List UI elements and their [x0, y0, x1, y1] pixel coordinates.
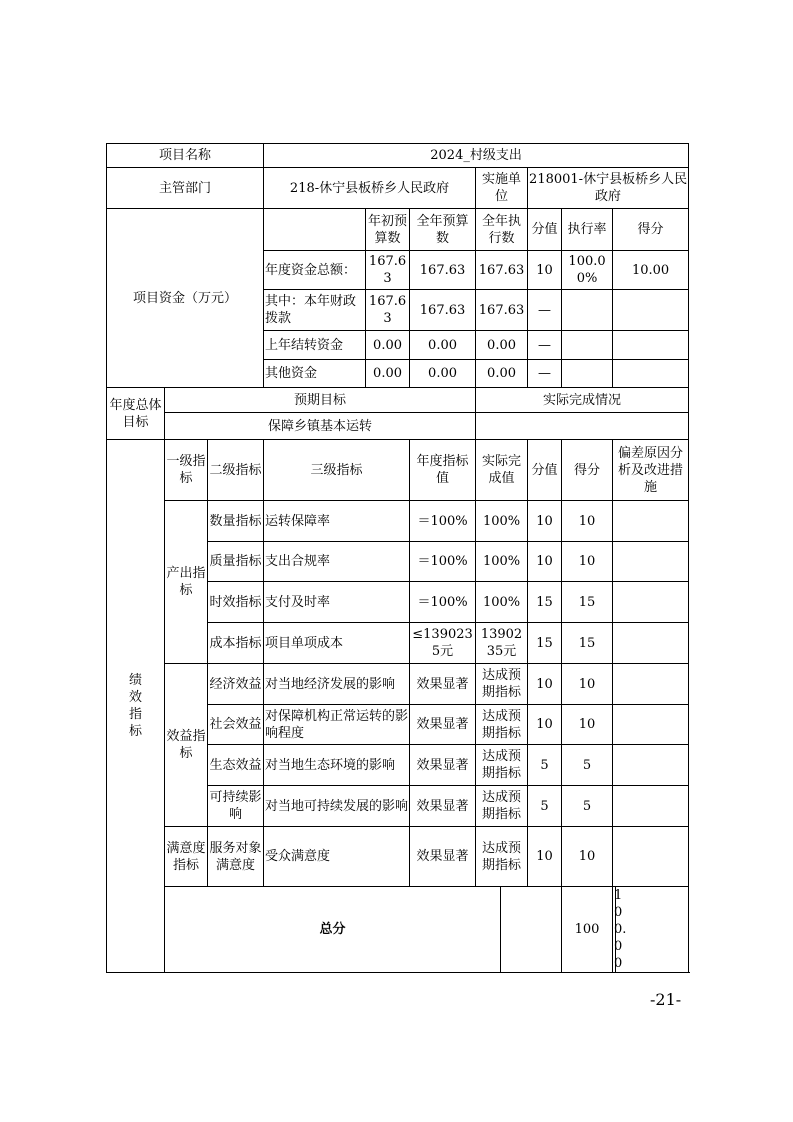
funds-row-label: 其中：本年财政拨款: [264, 290, 366, 331]
col-full-budget: 全年预算数: [410, 209, 476, 251]
indicator-actual: 100%: [476, 501, 528, 542]
actual-completion-label: 实际完成情况: [476, 388, 689, 413]
indicator-score: 15: [562, 582, 613, 623]
indicator-note: [613, 705, 689, 745]
funds-full: 0.00: [410, 331, 476, 360]
indicator-actual: 1390235元: [476, 623, 528, 664]
indicator-note: [613, 582, 689, 623]
indicator-target: ＝100%: [410, 542, 476, 582]
indicator-row: [107, 827, 689, 887]
indicator-l2: 可持续影响: [208, 786, 264, 827]
row-funds-header: [107, 209, 689, 251]
funds-full: 167.63: [410, 251, 476, 290]
indicator-note: [613, 623, 689, 664]
row-total: [107, 887, 689, 973]
funds-score: [613, 360, 689, 388]
funds-exec: 0.00: [476, 360, 528, 388]
funds-rate: 100.00%: [562, 251, 613, 290]
indicator-value: 10: [528, 501, 562, 542]
indicator-target: ＝100%: [410, 582, 476, 623]
indicator-l3: 对当地经济发展的影响: [264, 664, 410, 705]
col-score: 得分: [613, 209, 689, 251]
col-exec-rate: 执行率: [562, 209, 613, 251]
indicator-target: ≤1390235元: [410, 623, 476, 664]
indicator-score: 5: [562, 745, 613, 786]
row-department: [107, 168, 689, 209]
project-name-label: 项目名称: [107, 144, 264, 168]
group-output: 产出指标: [165, 501, 208, 664]
indicator-l3: 项目单项成本: [264, 623, 410, 664]
score-header: 得分: [562, 440, 613, 501]
funds-value: —: [528, 331, 562, 360]
funds-score: [613, 331, 689, 360]
indicator-actual: 100%: [476, 582, 528, 623]
funds-initial: 0.00: [366, 360, 410, 388]
funds-row-label: 上年结转资金: [264, 331, 366, 360]
level1-header: 一级指标: [165, 440, 208, 501]
col-initial-budget: 年初预算数: [366, 209, 410, 251]
funds-full: 0.00: [410, 360, 476, 388]
dept-value: 218-休宁县板桥乡人民政府: [264, 168, 476, 209]
dept-label: 主管部门: [107, 168, 264, 209]
indicator-value: 10: [528, 542, 562, 582]
indicator-score: 15: [562, 623, 613, 664]
indicator-target: 效果显著: [410, 705, 476, 745]
indicator-actual: 达成预期指标: [476, 705, 528, 745]
project-name-value: 2024_村级支出: [264, 144, 689, 168]
indicator-note: [613, 501, 689, 542]
indicator-l3: 受众满意度: [264, 827, 410, 887]
indicator-l2: 生态效益: [208, 745, 264, 786]
indicator-l3: 对当地生态环境的影响: [264, 745, 410, 786]
level2-header: 二级指标: [208, 440, 264, 501]
indicator-l3: 对保障机构正常运转的影响程度: [264, 705, 410, 745]
total-note: [616, 887, 689, 973]
row-goal-header: [107, 388, 689, 413]
funds-rate: [562, 290, 613, 331]
funds-header-blank: [264, 209, 366, 251]
indicator-target: 效果显著: [410, 664, 476, 705]
funds-rate: [562, 360, 613, 388]
indicator-l3: 运转保障率: [264, 501, 410, 542]
indicator-actual: 达成预期指标: [476, 786, 528, 827]
indicator-score: 5: [562, 786, 613, 827]
row-indicator-header: [107, 440, 689, 501]
funds-initial: 167.63: [366, 290, 410, 331]
indicator-row: [107, 501, 689, 542]
indicator-score: 10: [562, 542, 613, 582]
indicator-l3: 支付及时率: [264, 582, 410, 623]
performance-table: [106, 143, 689, 973]
funds-exec: 0.00: [476, 331, 528, 360]
indicator-note: [613, 827, 689, 887]
indicator-target: ＝100%: [410, 501, 476, 542]
group-benefit: 效益指标: [165, 664, 208, 827]
indicator-note: [613, 664, 689, 705]
indicator-value: 5: [528, 786, 562, 827]
score-value-header: 分值: [528, 440, 562, 501]
indicator-actual: 达成预期指标: [476, 745, 528, 786]
total-score: 100.00: [614, 888, 627, 971]
level3-header: 三级指标: [264, 440, 410, 501]
funds-value: —: [528, 290, 562, 331]
indicator-actual: 达成预期指标: [476, 664, 528, 705]
indicator-note: [613, 745, 689, 786]
funds-score: [613, 290, 689, 331]
page-number: -21-: [650, 990, 682, 1009]
funds-score: 10.00: [613, 251, 689, 290]
indicator-value: 15: [528, 582, 562, 623]
indicator-note: [613, 786, 689, 827]
indicator-target: 效果显著: [410, 745, 476, 786]
indicator-value: 10: [528, 664, 562, 705]
funds-value: —: [528, 360, 562, 388]
total-label: 总分: [165, 887, 501, 973]
indicator-l2: 服务对象满意度: [208, 827, 264, 887]
impl-unit-value: 218001-休宁县板桥乡人民政府: [528, 168, 689, 209]
indicator-score: 10: [562, 501, 613, 542]
funds-value: 10: [528, 251, 562, 290]
indicator-value: 10: [528, 705, 562, 745]
funds-label: 项目资金（万元）: [107, 209, 264, 388]
funds-full: 167.63: [410, 290, 476, 331]
indicator-note: [613, 542, 689, 582]
indicator-target: 效果显著: [410, 786, 476, 827]
funds-initial: 0.00: [366, 331, 410, 360]
indicator-actual: 100%: [476, 542, 528, 582]
col-score-value: 分值: [528, 209, 562, 251]
funds-initial: 167.63: [366, 251, 410, 290]
row-goal-values: [107, 413, 689, 440]
indicator-value: 15: [528, 623, 562, 664]
funds-row-label: 其他资金: [264, 360, 366, 388]
indicator-l2: 社会效益: [208, 705, 264, 745]
indicator-l3: 对当地可持续发展的影响: [264, 786, 410, 827]
row-project-name: [107, 144, 689, 168]
total-value: 100: [562, 887, 613, 973]
indicator-score: 10: [562, 827, 613, 887]
indicator-value: 5: [528, 745, 562, 786]
funds-rate: [562, 331, 613, 360]
funds-exec: 167.63: [476, 290, 528, 331]
indicator-row: [107, 664, 689, 705]
expected-goal-value: 保障乡镇基本运转: [165, 413, 476, 440]
indicator-l2: 成本指标: [208, 623, 264, 664]
indicator-l2: 质量指标: [208, 542, 264, 582]
expected-goal-label: 预期目标: [165, 388, 476, 413]
funds-row-label: 年度资金总额：: [264, 251, 366, 290]
indicator-l2: 时效指标: [208, 582, 264, 623]
deviation-header: 偏差原因分析及改进措施: [613, 440, 689, 501]
indicator-actual: 达成预期指标: [476, 827, 528, 887]
perf-indicators-label: 绩效指标: [107, 440, 165, 973]
indicator-l3: 支出合规率: [264, 542, 410, 582]
performance-evaluation-sheet: [106, 143, 688, 971]
indicator-target: 效果显著: [410, 827, 476, 887]
impl-unit-label: 实施单位: [476, 168, 528, 209]
total-blank: [501, 887, 562, 973]
annual-goal-label: 年度总体目标: [107, 388, 165, 440]
annual-target-header: 年度指标值: [410, 440, 476, 501]
indicator-score: 10: [562, 664, 613, 705]
actual-value-header: 实际完成值: [476, 440, 528, 501]
indicator-l2: 数量指标: [208, 501, 264, 542]
funds-exec: 167.63: [476, 251, 528, 290]
group-satisfaction: 满意度指标: [165, 827, 208, 887]
actual-completion-value: [476, 413, 689, 440]
col-full-exec: 全年执行数: [476, 209, 528, 251]
indicator-l2: 经济效益: [208, 664, 264, 705]
indicator-score: 10: [562, 705, 613, 745]
indicator-value: 10: [528, 827, 562, 887]
